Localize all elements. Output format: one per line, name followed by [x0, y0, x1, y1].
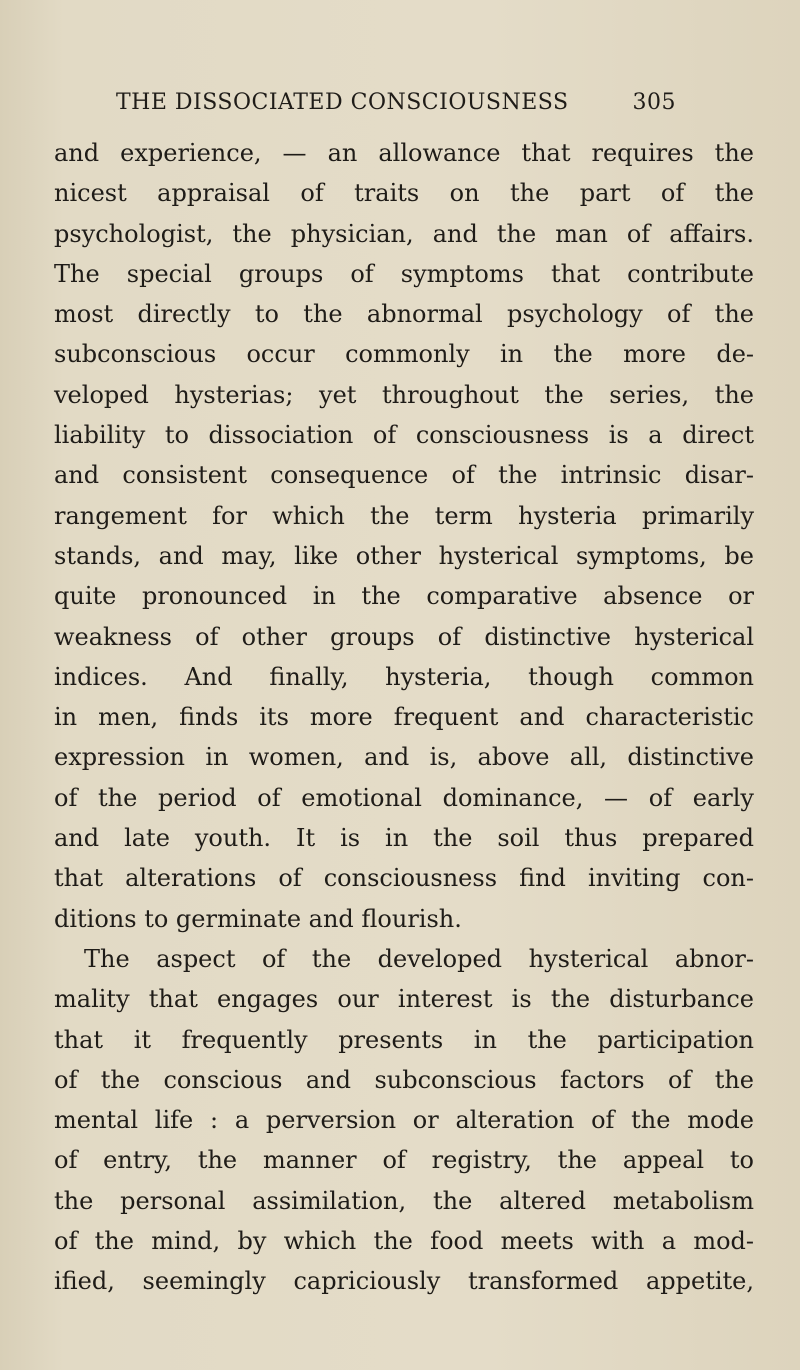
text-line: the personal assimilation, the altered metabolism: [54, 1186, 754, 1215]
text-line: The special groups of symptoms that contribute: [54, 259, 754, 288]
text-line: rangement for which the term hysteria primarily: [54, 501, 754, 530]
body-text: [54, 133, 754, 1302]
page-header: [116, 90, 676, 122]
text-line: stands, and may, like other hysterical symptoms, be: [54, 541, 754, 570]
text-line: nicest appraisal of traits on the part of the: [54, 179, 754, 208]
text-line: and late youth. It is in the soil thus prepared: [54, 824, 754, 853]
text-line: expression in women, and is, above all, distinctive: [54, 743, 754, 772]
page-number: 305: [632, 90, 676, 115]
text-line: of the mind, by which the food meets with a mod-: [54, 1227, 754, 1256]
text-line: most directly to the abnormal psychology of the: [54, 300, 754, 329]
text-line: weakness of other groups of distinctive hysterical: [54, 622, 754, 651]
text-line: in men, finds its more frequent and characteristic: [54, 703, 754, 732]
text-line: of the period of emotional dominance, — of early: [54, 783, 754, 812]
text-line: and experience, — an allowance that requires the: [54, 139, 754, 167]
text-line: indices. And finally, hysteria, though common: [54, 662, 754, 691]
text-line: mental life : a perversion or alteration of the mode: [54, 1106, 754, 1135]
text-line: quite pronounced in the comparative absence or: [54, 582, 754, 611]
text-line: psychologist, the physician, and the man of affairs.: [54, 219, 754, 248]
text-line: liability to dissociation of consciousness is a direct: [54, 421, 754, 450]
text-line: and consistent consequence of the intrinsic disar-: [54, 461, 754, 490]
text-line: The aspect of the developed hysterical abnor-: [84, 944, 754, 973]
text-line: ditions to germinate and flourish.: [54, 904, 462, 933]
text-line: of entry, the manner of registry, the appeal to: [54, 1146, 754, 1175]
text-line: subconscious occur commonly in the more de-: [54, 340, 754, 369]
text-line: that alterations of consciousness find inviting con-: [54, 864, 754, 893]
text-line: mality that engages our interest is the disturbance: [54, 985, 754, 1014]
text-line: that it frequently presents in the participation: [54, 1025, 754, 1054]
running-title: THE DISSOCIATED CONSCIOUSNESS: [116, 90, 569, 115]
text-line: of the conscious and subconscious factors of the: [54, 1065, 754, 1094]
text-line: veloped hysterias; yet throughout the series, the: [54, 380, 754, 409]
text-line: ified, seemingly capriciously transformed appetite,: [54, 1267, 754, 1296]
